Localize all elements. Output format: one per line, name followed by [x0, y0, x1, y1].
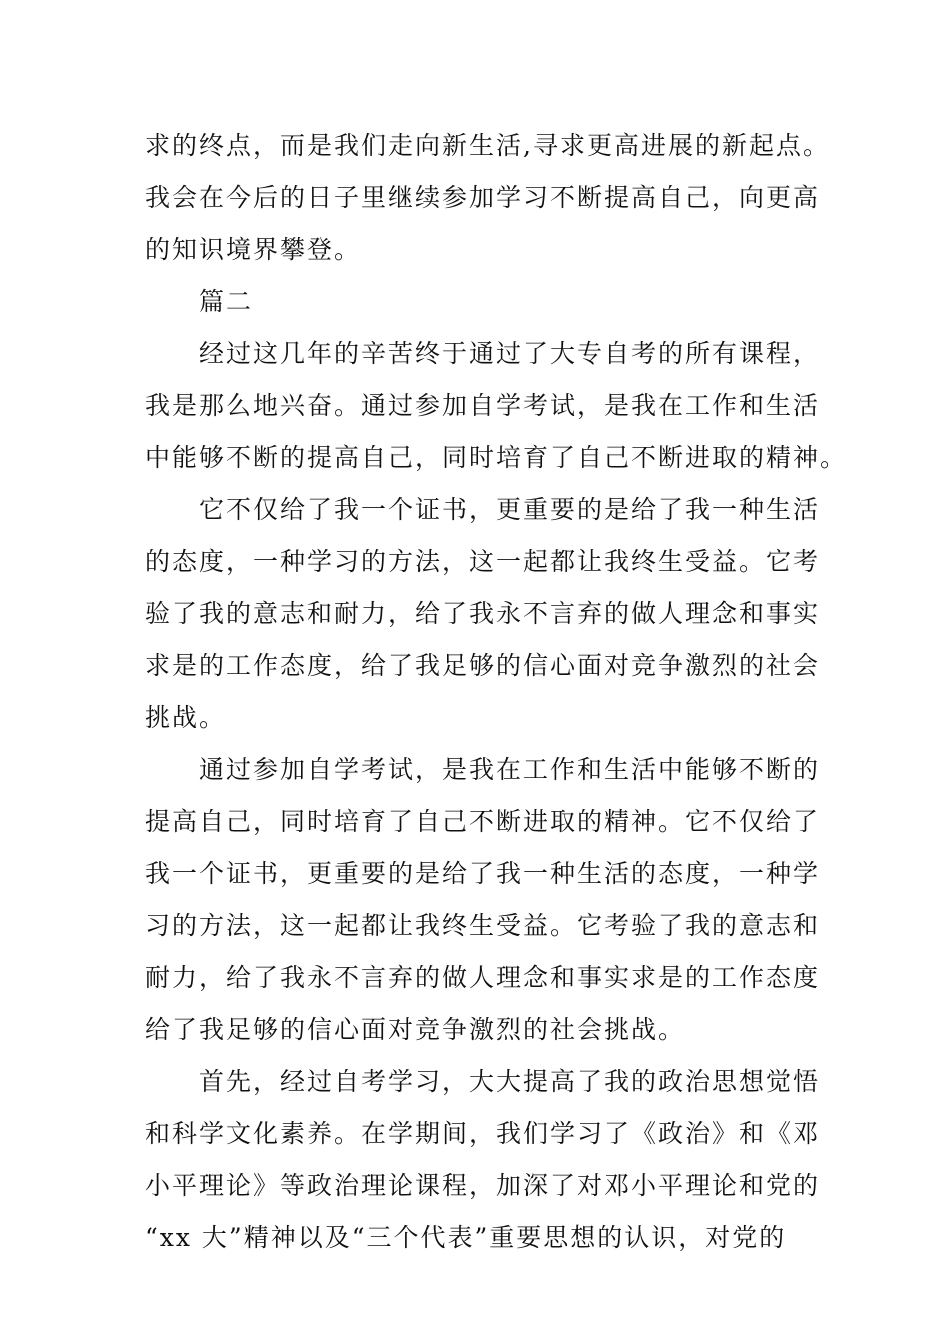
- text-line: 验了我的意志和耐力，给了我永不言弃的做人理念和事实: [145, 599, 821, 628]
- text-line: 提高自己，同时培育了自己不断进取的精神。它不仅给了: [145, 807, 821, 836]
- text-line: 的态度，一种学习的方法，这一起都让我终生受益。它考: [145, 547, 821, 576]
- text-line: 我一个证书，更重要的是给了我一种生活的态度，一种学: [145, 859, 821, 888]
- text-line: 挑战。: [145, 703, 227, 732]
- text-line: 通过参加自学考试，是我在工作和生活中能够不断的: [199, 755, 821, 784]
- text-line: 我是那么地兴奋。通过参加自学考试，是我在工作和生活: [145, 391, 821, 420]
- text-line: 求的终点，而是我们走向新生活,寻求更高进展的新起点。: [145, 131, 830, 160]
- text-line: 中能够不断的提高自己，同时培育了自己不断进取的精神。: [145, 443, 848, 472]
- text-line: 的知识境界攀登。: [145, 235, 362, 264]
- text-line: 篇二: [199, 287, 254, 316]
- text-line: 经过这几年的辛苦终于通过了大专自考的所有课程，: [199, 339, 821, 368]
- text-line: 小平理论》等政治理论课程，加深了对邓小平理论和党的: [145, 1171, 821, 1200]
- text-line: 首先，经过自考学习，大大提高了我的政治思想觉悟: [199, 1067, 821, 1096]
- text-line: 它不仅给了我一个证书，更重要的是给了我一种生活: [199, 495, 821, 524]
- text-line: 我会在今后的日子里继续参加学习不断提高自己，向更高: [145, 183, 821, 212]
- text-line: “xx 大”精神以及“三个代表”重要思想的认识，对党的: [145, 1223, 787, 1252]
- text-line: 耐力，给了我永不言弃的做人理念和事实求是的工作态度: [145, 963, 821, 992]
- text-line: 习的方法，这一起都让我终生受益。它考验了我的意志和: [145, 911, 821, 940]
- text-line: 和科学文化素养。在学期间，我们学习了《政治》和《邓: [145, 1119, 821, 1148]
- document-body: [145, 120, 848, 1264]
- text-line: 求是的工作态度，给了我足够的信心面对竞争激烈的社会: [145, 651, 821, 680]
- text-line: 给了我足够的信心面对竞争激烈的社会挑战。: [145, 1015, 686, 1044]
